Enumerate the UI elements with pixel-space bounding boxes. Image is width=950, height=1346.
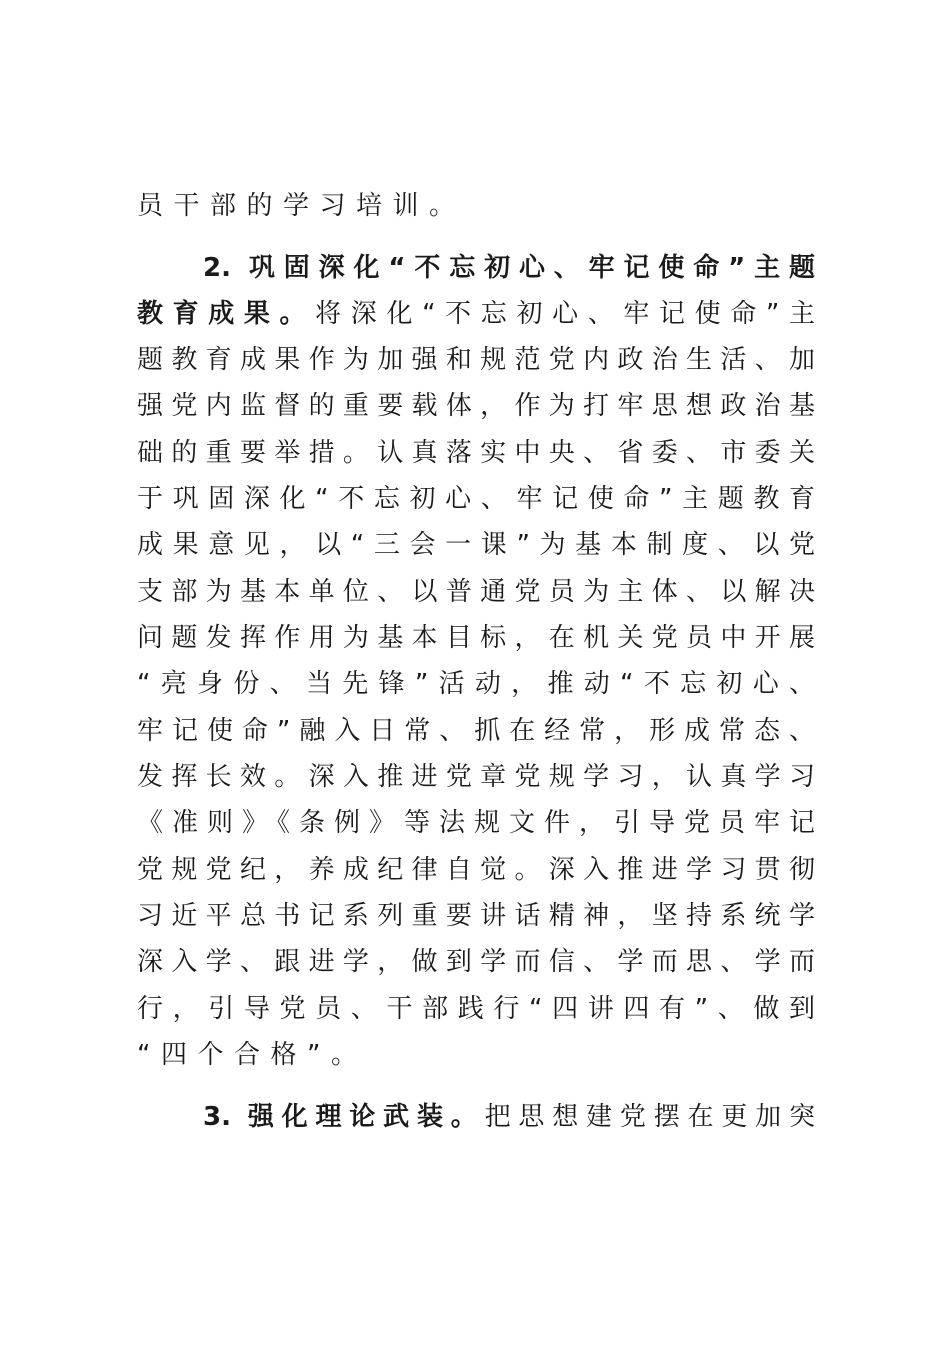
text-line: 深入学、跟进学，做到学而信、学而思、学而: [137, 947, 815, 977]
section-heading-2-cont: 教育成果。: [137, 299, 316, 329]
text-line: 习近平总书记系列重要讲话精神，坚持系统学: [137, 901, 815, 931]
text-line-segment: 将深化“不忘初心、牢记使命”主: [315, 299, 815, 329]
text-line: 支部为基本单位、以普通党员为主体、以解决: [137, 577, 815, 607]
text-line: 础的重要举措。认真落实中央、省委、市委关: [137, 438, 815, 468]
text-line: 问题发挥作用为基本目标，在机关党员中开展: [137, 623, 815, 653]
text-line-segment: 把思想建党摆在更加突: [484, 1102, 815, 1132]
text-line: 行，引导党员、干部践行“四讲四有”、做到: [137, 994, 815, 1024]
text-line: 员干部的学习培训。: [137, 191, 466, 221]
text-line: [137, 296, 815, 332]
section-heading-3: 3. 强化理论武装。: [203, 1102, 485, 1132]
text-line: 成果意见，以“三会一课”为基本制度、以党: [137, 530, 815, 560]
text-line: 党规党纪，养成纪律自觉。深入推进学习贯彻: [137, 855, 815, 885]
text-line: “亮身份、当先锋”活动，推动“不忘初心、: [137, 669, 815, 699]
text-line: 《准则》《条例》等法规文件，引导党员牢记: [137, 808, 815, 838]
text-line: 于巩固深化“不忘初心、牢记使命”主题教育: [137, 484, 815, 514]
text-line: 强党内监督的重要载体，作为打牢思想政治基: [137, 391, 815, 421]
section-heading-2: 2. 巩固深化“不忘初心、牢记使命”主题: [203, 253, 815, 283]
text-line: 发挥长效。深入推进党章党规学习，认真学习: [137, 762, 815, 792]
text-line: “四个合格”。: [137, 1040, 368, 1070]
text-line: 牢记使命”融入日常、抓在经常，形成常态、: [137, 716, 815, 746]
text-line: 题教育成果作为加强和规范党内政治生活、加: [137, 345, 815, 375]
text-line: [203, 1099, 815, 1135]
